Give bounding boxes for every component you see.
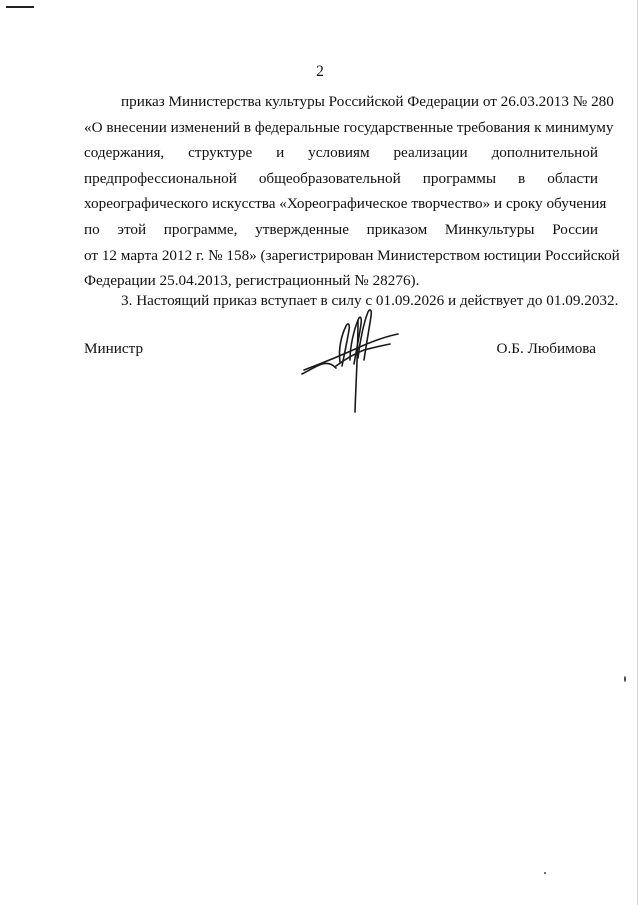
- text-line: предпрофессиональной общеобразовательной программы в области: [84, 169, 598, 187]
- text-line: приказ Министерства культуры Российской Федерации от 26.03.2013 № 280: [121, 93, 614, 110]
- signatory-title: Министр: [84, 340, 144, 357]
- text-line: по этой программе, утвержденные приказом Минкультуры России: [84, 220, 598, 238]
- scan-edge-line: [637, 0, 638, 905]
- paragraph-3: 3. Настоящий приказ вступает в силу с 01.09.2026 и действует до 01.09.2032.: [121, 292, 619, 309]
- text-line: «О внесении изменений в федеральные государственные требования к минимуму: [84, 118, 614, 136]
- scan-corner-mark: [6, 6, 34, 8]
- signatory-name: О.Б. Любимова: [496, 340, 596, 357]
- scan-speck: [544, 872, 546, 874]
- text-line: содержания, структуре и условиям реализации дополнительной: [84, 144, 598, 162]
- text-line: от 12 марта 2012 г. № 158» (зарегистрирован Министерством юстиции Российской: [84, 246, 620, 264]
- handwritten-signature: [300, 300, 410, 418]
- scan-speck: [624, 676, 626, 682]
- page-number: 2: [316, 63, 324, 80]
- text-line: Федерации 25.04.2013, регистрационный № 28276).: [84, 272, 420, 290]
- text-line: хореографического искусства «Хореографическое творчество» и сроку обучения: [84, 195, 607, 213]
- paragraph-continued: [84, 89, 620, 294]
